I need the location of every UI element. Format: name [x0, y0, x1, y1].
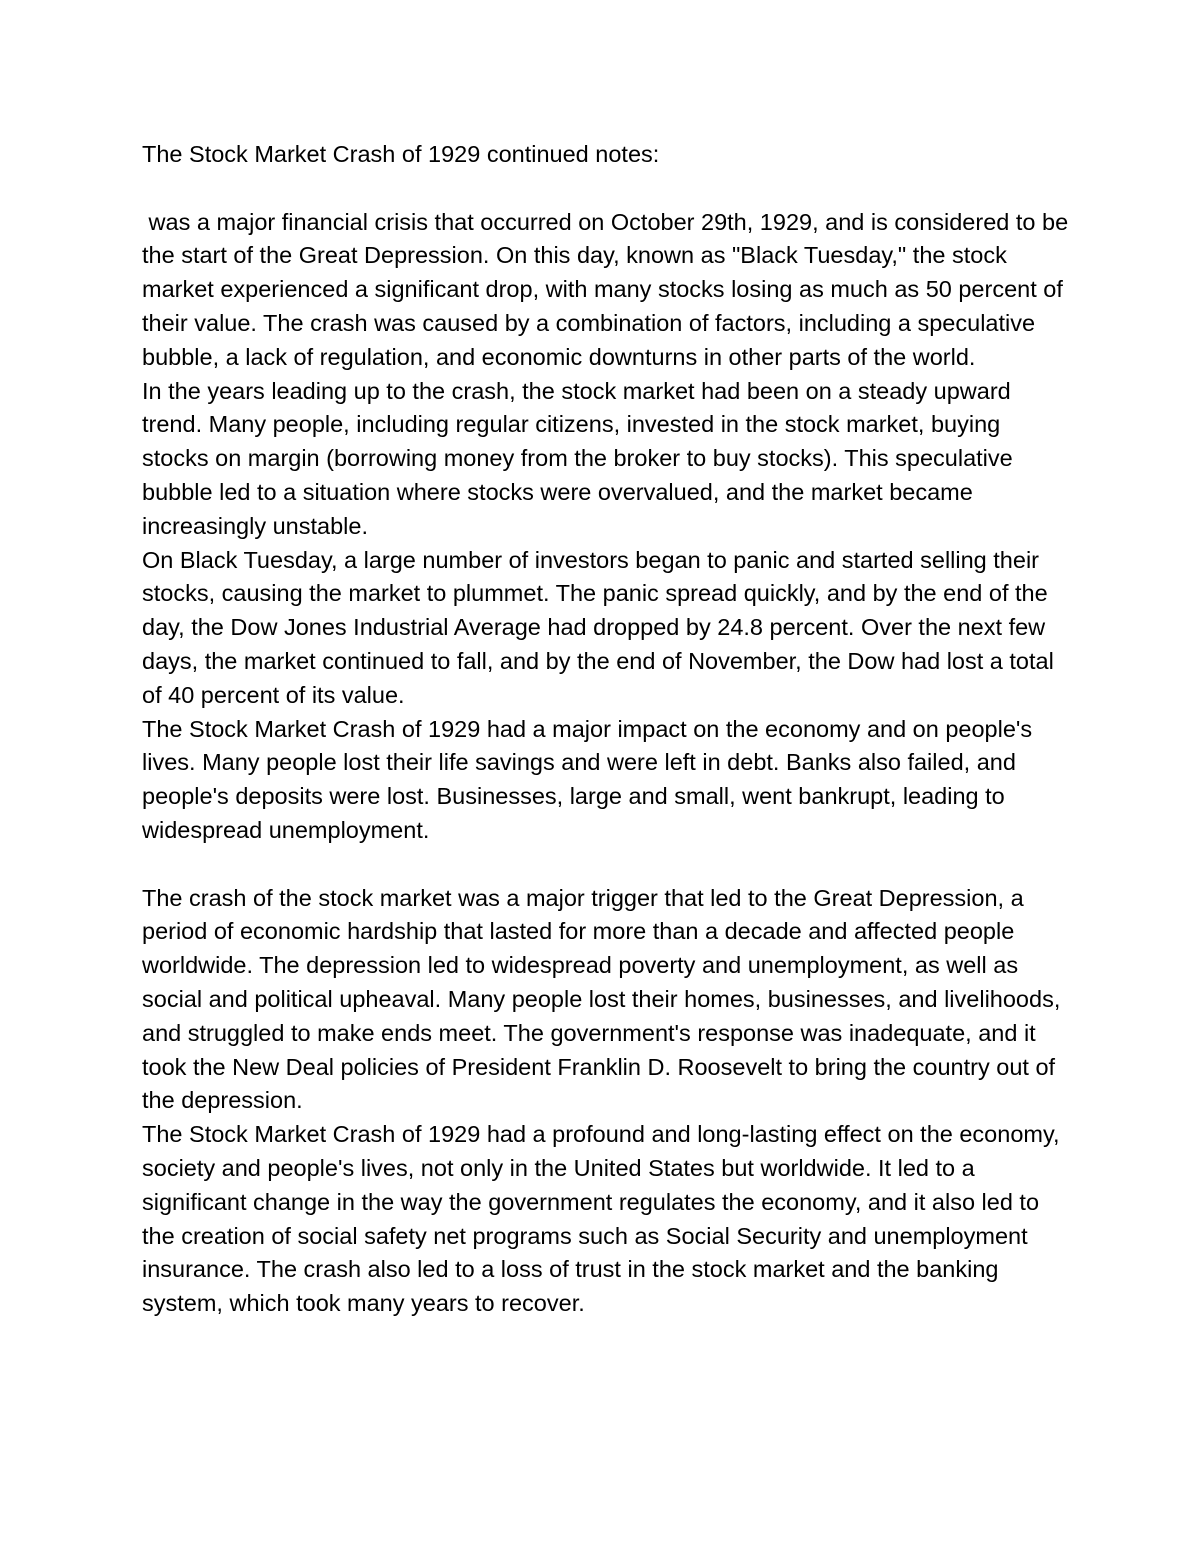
paragraph-spacer [142, 848, 1072, 882]
paragraph-lead-up: In the years leading up to the crash, the stock market had been on a steady upward trend. Many people, including regular citizens, invested in the stock market, buying stocks on margin (borrowing money from the broker to buy stocks). This speculative bubble led to a situation where stocks were overvalued, and the market became increasingly unstable. [142, 377, 1013, 539]
paragraph-long-term-effects: The Stock Market Crash of 1929 had a profound and long-lasting effect on the economy, society and people's lives, not only in the United States but worldwide. It led to a significant change in the way the government regulates the economy, and it also led to the creation of social safety net programs such as Social Security and unemployment insurance. The crash also led to a loss of trust in the stock market and the banking system, which took many years to recover. [142, 1121, 1060, 1317]
document-page [142, 138, 1075, 1321]
paragraph-impact: The Stock Market Crash of 1929 had a major impact on the economy and on people's lives. Many people lost their life savings and were left in debt. Banks also failed, and people's deposits were lost. Businesses, large and small, went bankrupt, leading to widespread unemployment. [142, 715, 1033, 843]
paragraph-black-tuesday: On Black Tuesday, a large number of investors began to panic and started selling their stocks, causing the market to plummet. The panic spread quickly, and by the end of the day, the Dow Jones Industrial Average had dropped by 24.8 percent. Over the next few days, the market continued to fall, and by the end of November, the Dow had lost a total of 40 percent of its value. [142, 546, 1054, 708]
paragraph-great-depression: The crash of the stock market was a major trigger that led to the Great Depression, a period of economic hardship that lasted for more than a decade and affected people worldwide. The depression led to widespread poverty and unemployment, as well as social and political upheaval. Many people lost their homes, businesses, and livelihoods, and struggled to make ends meet. The government's response was inadequate, and it took the New Deal policies of President Franklin D. Roosevelt to bring the country out of the depression. [142, 884, 1061, 1114]
document-title: The Stock Market Crash of 1929 continued notes: [142, 141, 660, 167]
paragraph-overview: was a major financial crisis that occurred on October 29th, 1929, and is considered to be the start of the Great Depression. On this day, known as "Black Tuesday," the stock market experienced a significant drop, with many stocks losing as much as 50 percent of their value. The crash was caused by a combination of factors, including a speculative bubble, a lack of regulation, and economic downturns in other parts of the world. [142, 208, 1075, 370]
